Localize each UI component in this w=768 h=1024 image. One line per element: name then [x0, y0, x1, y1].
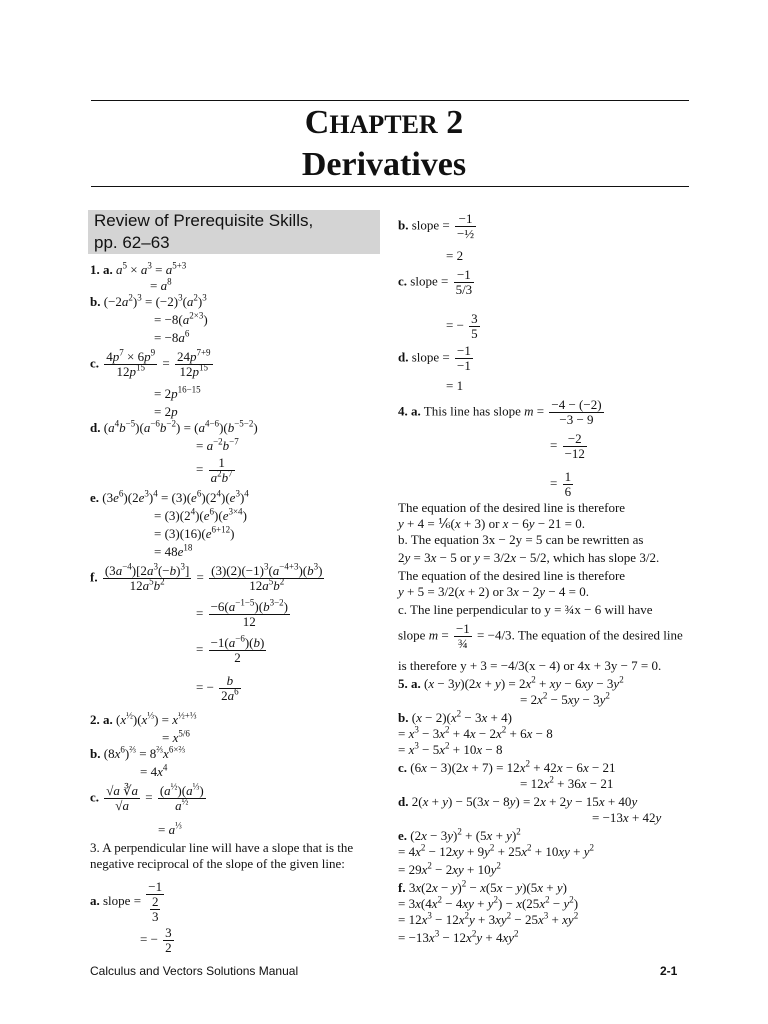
section-heading: Review of Prerequisite Skills, pp. 62–63	[88, 210, 380, 254]
top-rule	[91, 100, 689, 101]
q3-intro: 3. A perpendicular line will have a slope that is the	[90, 840, 354, 855]
footer-title: Calculus and Vectors Solutions Manual	[90, 964, 299, 978]
title-rule	[91, 186, 689, 187]
chapter-heading: CHAPTER 2	[304, 104, 464, 141]
chapter-title: Derivatives	[301, 146, 467, 183]
page-number: 2-1	[660, 964, 678, 978]
